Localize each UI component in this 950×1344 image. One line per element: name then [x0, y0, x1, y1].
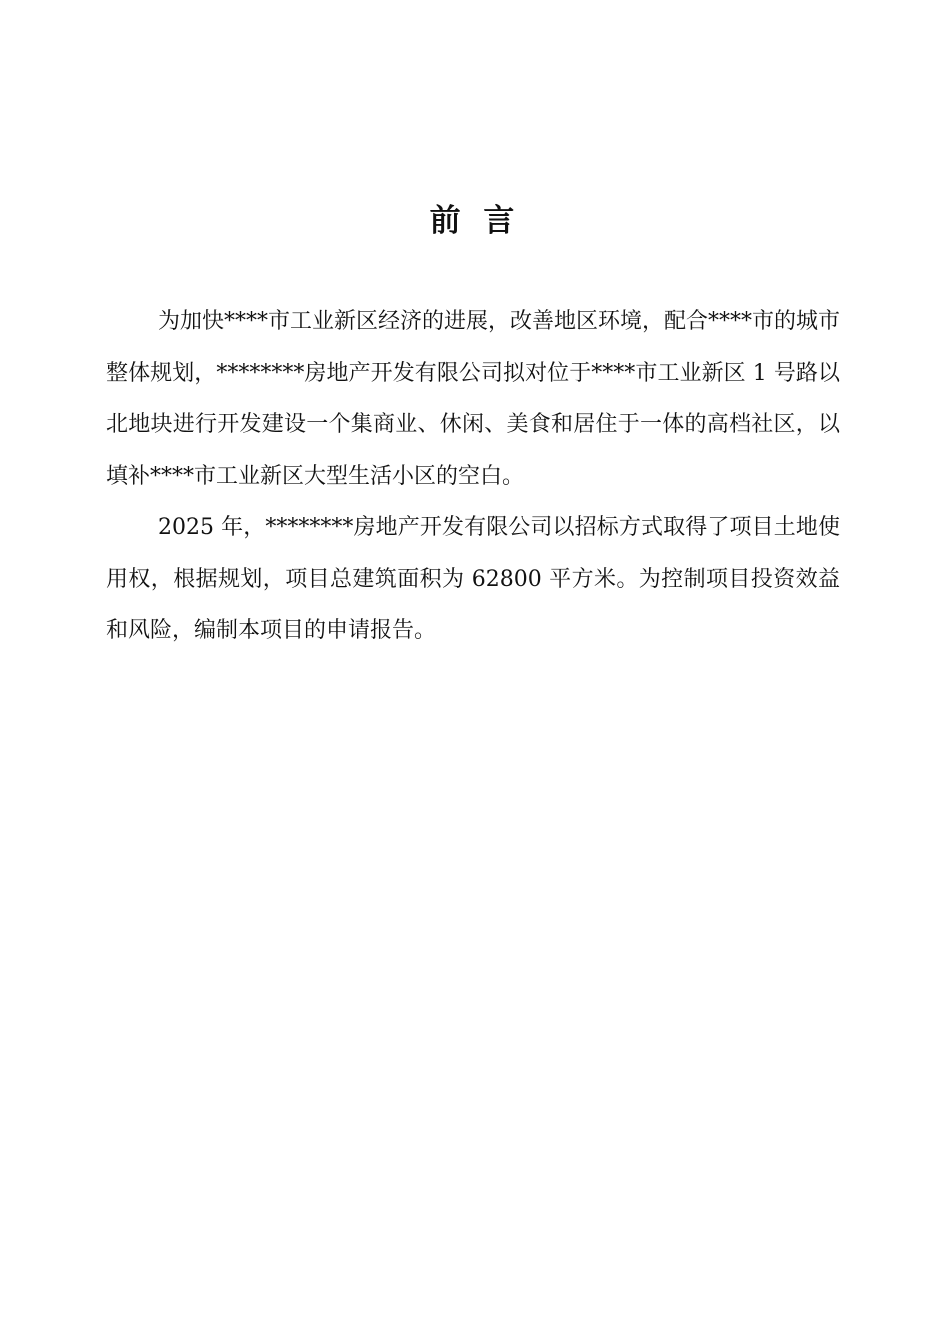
paragraph-intro: 为加快****市工业新区经济的进展，改善地区环境，配合****市的城市整体规划，********房地产开发有限公司拟对位于****市工业新区 1 号路以北地块进行开发建设一个集商业、休闲、美食和居住于一体的高档社区，以填补****市工业新区大型生活小区的空白。	[106, 309, 841, 489]
paragraph-land-rights: 2025 年，********房地产开发有限公司以招标方式取得了项目土地使用权，根据规划，项目总建筑面积为 62800 平方米。为控制项目投资效益和风险，编制本项目的申请报告。	[106, 515, 840, 643]
page-title: 前 言	[429, 203, 521, 239]
body-text	[106, 296, 840, 657]
